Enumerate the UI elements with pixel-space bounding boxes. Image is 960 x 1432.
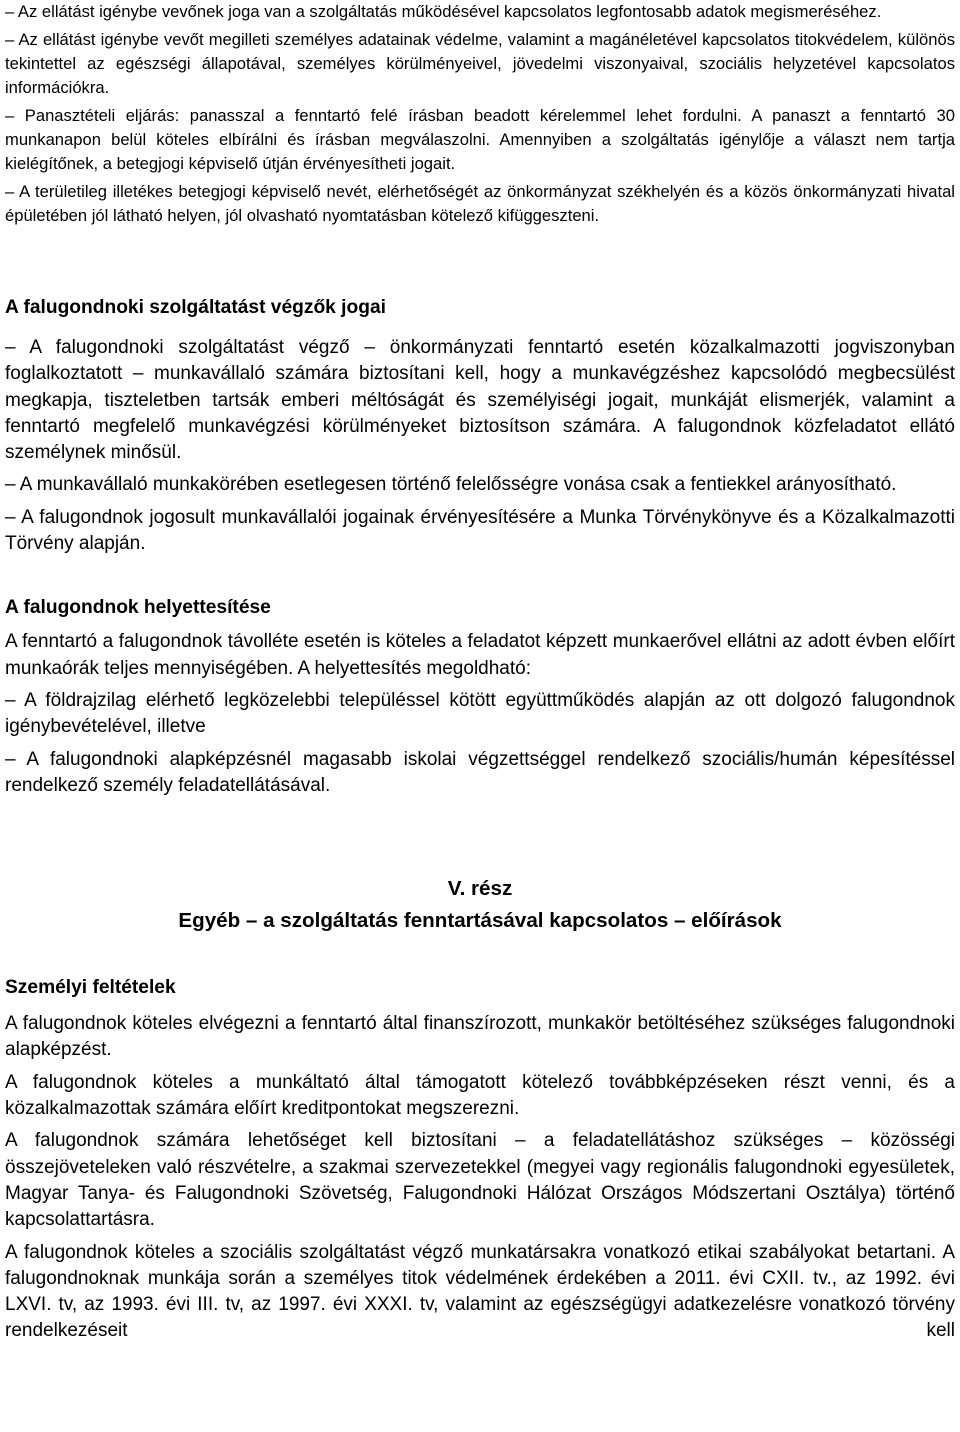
- rights-of-users-block: [5, 0, 955, 228]
- section-provider-rights: [5, 295, 955, 557]
- part-title: Egyéb – a szolgáltatás fenntartásával kapcsolatos – előírások: [178, 909, 782, 933]
- section-heading: A falugondnok helyettesítése: [5, 597, 271, 619]
- document-page: [5, 0, 955, 1351]
- section-heading: A falugondnoki szolgáltatást végzők jogai: [5, 297, 386, 318]
- paragraph: – A munkavállaló munkakörében esetlegesen történő felelősségre vonása csak a fentiekkel arányosítható.: [5, 474, 897, 496]
- paragraph: – A falugondnok jogosult munkavállalói jogainak érvényesítésére a Munka Törvénykönyve és a Közalkalmazotti Törvény alapján.: [5, 506, 955, 555]
- section-substitution: [5, 595, 955, 799]
- paragraph: – Az ellátást igénybe vevőnek joga van a szolgáltatás működésével kapcsolatos legfontosabb adatok megismeréséhez.: [5, 2, 882, 21]
- section-personal-requirements: [5, 975, 955, 1345]
- paragraph: – A falugondnoki alapképzésnél magasabb iskolai végzettséggel rendelkező szociális/humán képesítéssel rendelkező személy feladatellátásával.: [5, 748, 955, 796]
- section-heading: Személyi feltételek: [5, 977, 176, 999]
- paragraph: A falugondnok köteles a munkáltató által támogatott kötelező továbbképzéseken részt venni, és a közalkalmazottak számára előírt kreditpontokat megszerezni.: [5, 1071, 955, 1120]
- paragraph: A falugondnok köteles a szociális szolgáltatást végző munkatársakra vonatkozó etikai szabályokat betartani. A falugondnoknak munkája során a személyes titok védelmének érdekében a 2011. évi CXII. tv., az 1992. évi LXVI. tv, az 1993. évi III. tv, az 1997. évi XXXI. tv, valamint az egészségügyi adatkezelésre vonatkozó törvény rendelkezéseit kell: [5, 1241, 955, 1342]
- paragraph: A falugondnok számára lehetőséget kell biztosítani – a feladatellátáshoz szükséges – közösségi összejöveteleken való részvételre, a szakmai szervezetekkel (megyei vagy regionális falugondnoki egyesületek, Magyar Tanya- és Falugondnoki Szövetség, Falugondnoki Hálózat Országos Módszertani Osztálya) történő kapcsolattartásra.: [5, 1130, 955, 1231]
- paragraph: – Panasztételi eljárás: panasszal a fenntartó felé írásban beadott kérelemmel lehet fordulni. A panaszt a fenntartó 30 munkanapon belül köteles elbírálni és írásban megválaszolni. Amennyiben a szolgáltatás igénylője a választ nem tartja kielégítőnek, a betegjogi képviselő útján érvényesítheti jogait.: [5, 106, 955, 173]
- paragraph: – A területileg illetékes betegjogi képviselő nevét, elérhetőségét az önkormányzat székhelyén és a közös önkormányzati hivatal épületében jól látható helyen, jól olvasható nyomtatásban kötelező kifüggeszteni.: [5, 182, 955, 225]
- part-header: [5, 873, 955, 937]
- paragraph: A falugondnok köteles elvégezni a fenntartó által finanszírozott, munkakör betöltéséhez szükséges falugondnoki alapképzést.: [5, 1013, 955, 1061]
- paragraph: – A falugondnoki szolgáltatást végző – önkormányzati fenntartó esetén közalkalmazotti jogviszonyban foglalkoztatott – munkavállaló számára biztosítani kell, hogy a munkavégzéshez kapcsolódó megbecsülést megkapja, tiszteletben tartsák emberi méltóságát és személyiségi jogait, munkáját elismerjék, valamint a fenntartó megfelelő munkavégzési körülményeket biztosítson számára. A falugondnok közfeladatot ellátó személynek minősül.: [5, 337, 955, 464]
- paragraph: – Az ellátást igénybe vevőt megilleti személyes adatainak védelme, valamint a magánéletével kapcsolatos titokvédelem, különös tekintettel az egészségi állapotával, személyes körülményeivel, jövedelmi viszonyaival, szociális helyzetével kapcsolatos információkra.: [5, 30, 955, 97]
- paragraph: A fenntartó a falugondnok távolléte esetén is köteles a feladatot képzett munkaerővel ellátni az adott évben előírt munkaórák teljes mennyiségében. A helyettesítés megoldható:: [5, 631, 955, 679]
- part-number: V. rész: [447, 877, 513, 901]
- paragraph: – A földrajzilag elérhető legközelebbi településsel kötött együttműködés alapján az ott dolgozó falugondnok igénybevételével, illetve: [5, 689, 955, 738]
